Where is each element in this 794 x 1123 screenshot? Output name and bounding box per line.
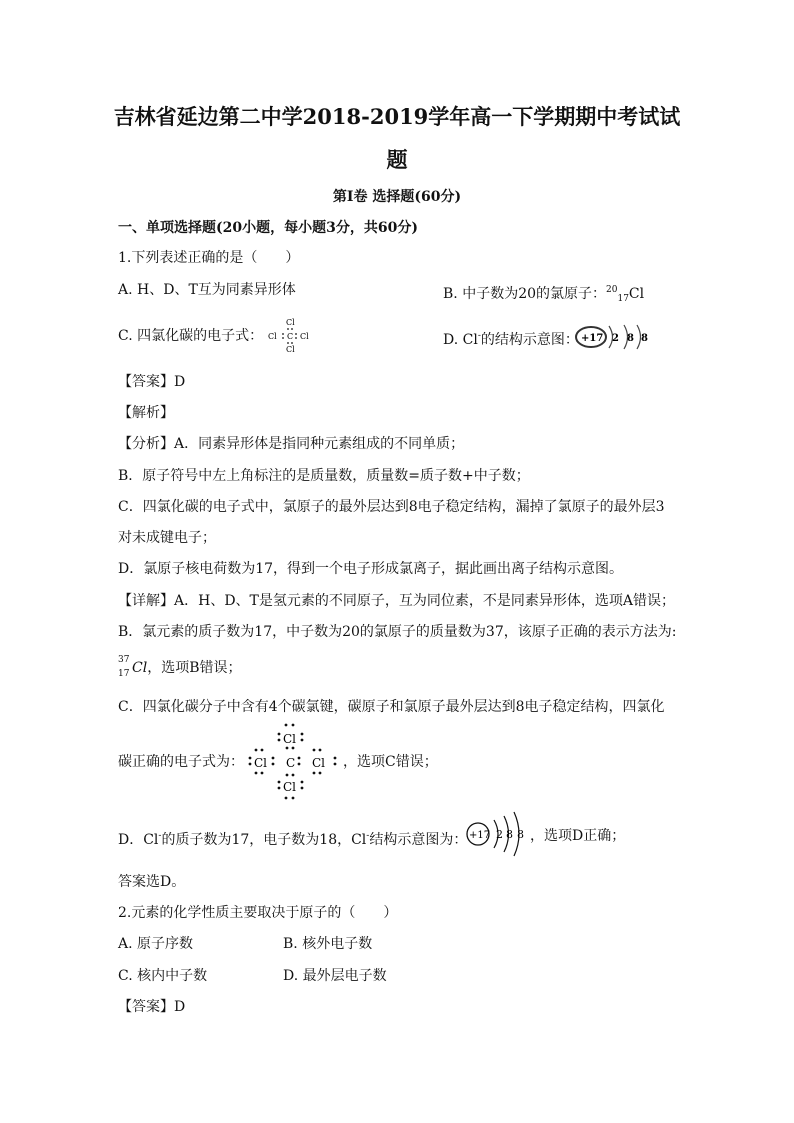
isotope-element: Cl <box>132 660 148 676</box>
chloride-shell3: 8 <box>517 828 524 841</box>
chloride-structure-diagram <box>464 810 530 860</box>
q1-fenxi-d: D．氯原子核电荷数为17，得到一个电子形成氯离子，据此画出离子结构示意图。 <box>118 561 624 577</box>
q1-option-b-atomic: 17 <box>617 294 629 304</box>
ccl4-bottom-cl: Cl <box>286 345 295 354</box>
ccl4-correct-formula <box>247 720 339 802</box>
q1-detail-d-pre: D．Cl <box>118 832 159 848</box>
q1-detail-b2-tail: ，选项B错误； <box>147 660 242 676</box>
chloride-shell2: 8 <box>506 828 513 841</box>
q1-fenxi-c1: C．四氯化碳的电子式中，氯原子的最外层达到8电子稳定结构，漏掉了氯原子的最外层3 <box>118 499 665 515</box>
q1-option-a: A. H、D、T互为同素异形体 <box>118 282 296 298</box>
ccl4-top-cl: Cl <box>286 318 295 327</box>
q1-option-d-charge: - <box>477 331 481 341</box>
q1-conclusion: 答案选D。 <box>118 874 186 890</box>
ccl4-correct-bottom-cl: Cl <box>283 780 297 794</box>
option-d-shell2: 8 <box>627 333 634 344</box>
isotope-mass-number: 37 <box>118 655 130 665</box>
isotope-indices <box>118 655 132 679</box>
q2-stem: 2.元素的化学性质主要取决于原子的（ ） <box>118 905 398 921</box>
q1-detail-d-charge: - <box>158 831 162 841</box>
q2-option-d: D. 最外层电子数 <box>283 968 387 984</box>
option-d-structure-diagram <box>574 320 656 354</box>
q1-answer: 【答案】D <box>118 374 186 390</box>
ccl4-carbon: C <box>287 332 294 341</box>
q1-detail-d-post: ，选项D正确； <box>530 828 626 844</box>
q1-detail-a: 【详解】A．H、D、T是氢元素的不同原子，互为同位素，不是同素异形体，选项A错误； <box>118 593 675 609</box>
ccl4-right-cl: Cl <box>300 332 309 341</box>
section-heading: 第Ⅰ卷 选择题(60分) <box>332 189 462 205</box>
q2-option-a: A. 原子序数 <box>118 936 194 952</box>
q1-detail-d-mid2: 结构示意图为： <box>369 832 468 848</box>
q1-option-b <box>443 280 644 309</box>
ccl4-correct-top-cl: Cl <box>283 732 297 746</box>
ccl4-correct-carbon: C <box>286 756 296 770</box>
q1-option-d-tail: 的结构示意图： <box>480 332 579 348</box>
q1-detail-c1: C．四氯化碳分子中含有4个碳氯键，碳原子和氯原子最外层达到8电子稳定结构，四氯化 <box>118 699 665 715</box>
q1-detail-b1: B．氯元素的质子数为17，中子数为20的氯原子的质量数为37，该原子正确的表示方法为: <box>118 624 677 640</box>
q1-fenxi-b: B．原子符号中左上角标注的是质量数，质量数=质子数+中子数； <box>118 468 530 484</box>
q1-detail-d-mid: 的质子数为17，电子数为18，Cl <box>161 832 367 848</box>
q1-option-d-text: D. Cl <box>443 332 478 348</box>
q1-detail-c2 <box>118 752 244 772</box>
q1-option-b-mass: 20 <box>606 285 618 295</box>
q1-option-c-text: C. 四氯化碳的电子式： <box>118 328 264 344</box>
option-d-nucleus-label: +17 <box>581 333 604 344</box>
q1-detail-c2-post: ，选项C错误； <box>343 754 438 770</box>
option-d-shell3: 8 <box>641 333 648 344</box>
q1-stem: 1.下列表述正确的是（ ） <box>118 250 300 266</box>
ccl4-left-cl: Cl <box>268 332 277 341</box>
ccl4-correct-right-cl: Cl <box>312 756 326 770</box>
q1-detail-d-charge2: - <box>366 831 370 841</box>
q2-option-c: C. 核内中子数 <box>118 968 208 984</box>
q1-option-d <box>443 326 579 350</box>
part-heading: 一、单项选择题(20小题，每小题3分，共60分) <box>118 220 418 236</box>
doc-title-line2: 题 <box>386 147 408 172</box>
q2-answer: 【答案】D <box>118 999 186 1015</box>
q1-fenxi-a: 【分析】A．同素异形体是指同种元素组成的不同单质； <box>118 436 465 452</box>
ccl4-wrong-formula <box>266 315 316 355</box>
ccl4-correct-left-cl: Cl <box>254 756 268 770</box>
isotope-atomic-number: 17 <box>118 669 130 679</box>
q1-option-b-element: Cl <box>628 286 645 302</box>
chloride-nucleus-label: +17 <box>469 830 491 841</box>
q1-detail-b2 <box>118 655 242 679</box>
q1-detail-c2-pre: 碳正确的电子式为： <box>118 754 244 770</box>
q1-detail-d <box>118 826 467 850</box>
doc-title-line1: 吉林省延边第二中学2018-2019学年高一下学期期中考试试 <box>113 104 681 129</box>
chloride-shell1: 2 <box>496 828 503 841</box>
q1-option-c <box>118 326 263 346</box>
q1-fenxi-c2: 对未成键电子； <box>118 530 216 546</box>
q1-analysis-label: 【解析】 <box>118 405 174 421</box>
q2-option-b: B. 核外电子数 <box>283 936 373 952</box>
option-d-shell1: 2 <box>612 333 619 344</box>
q1-option-b-text: B. 中子数为20的氯原子： <box>443 286 607 302</box>
